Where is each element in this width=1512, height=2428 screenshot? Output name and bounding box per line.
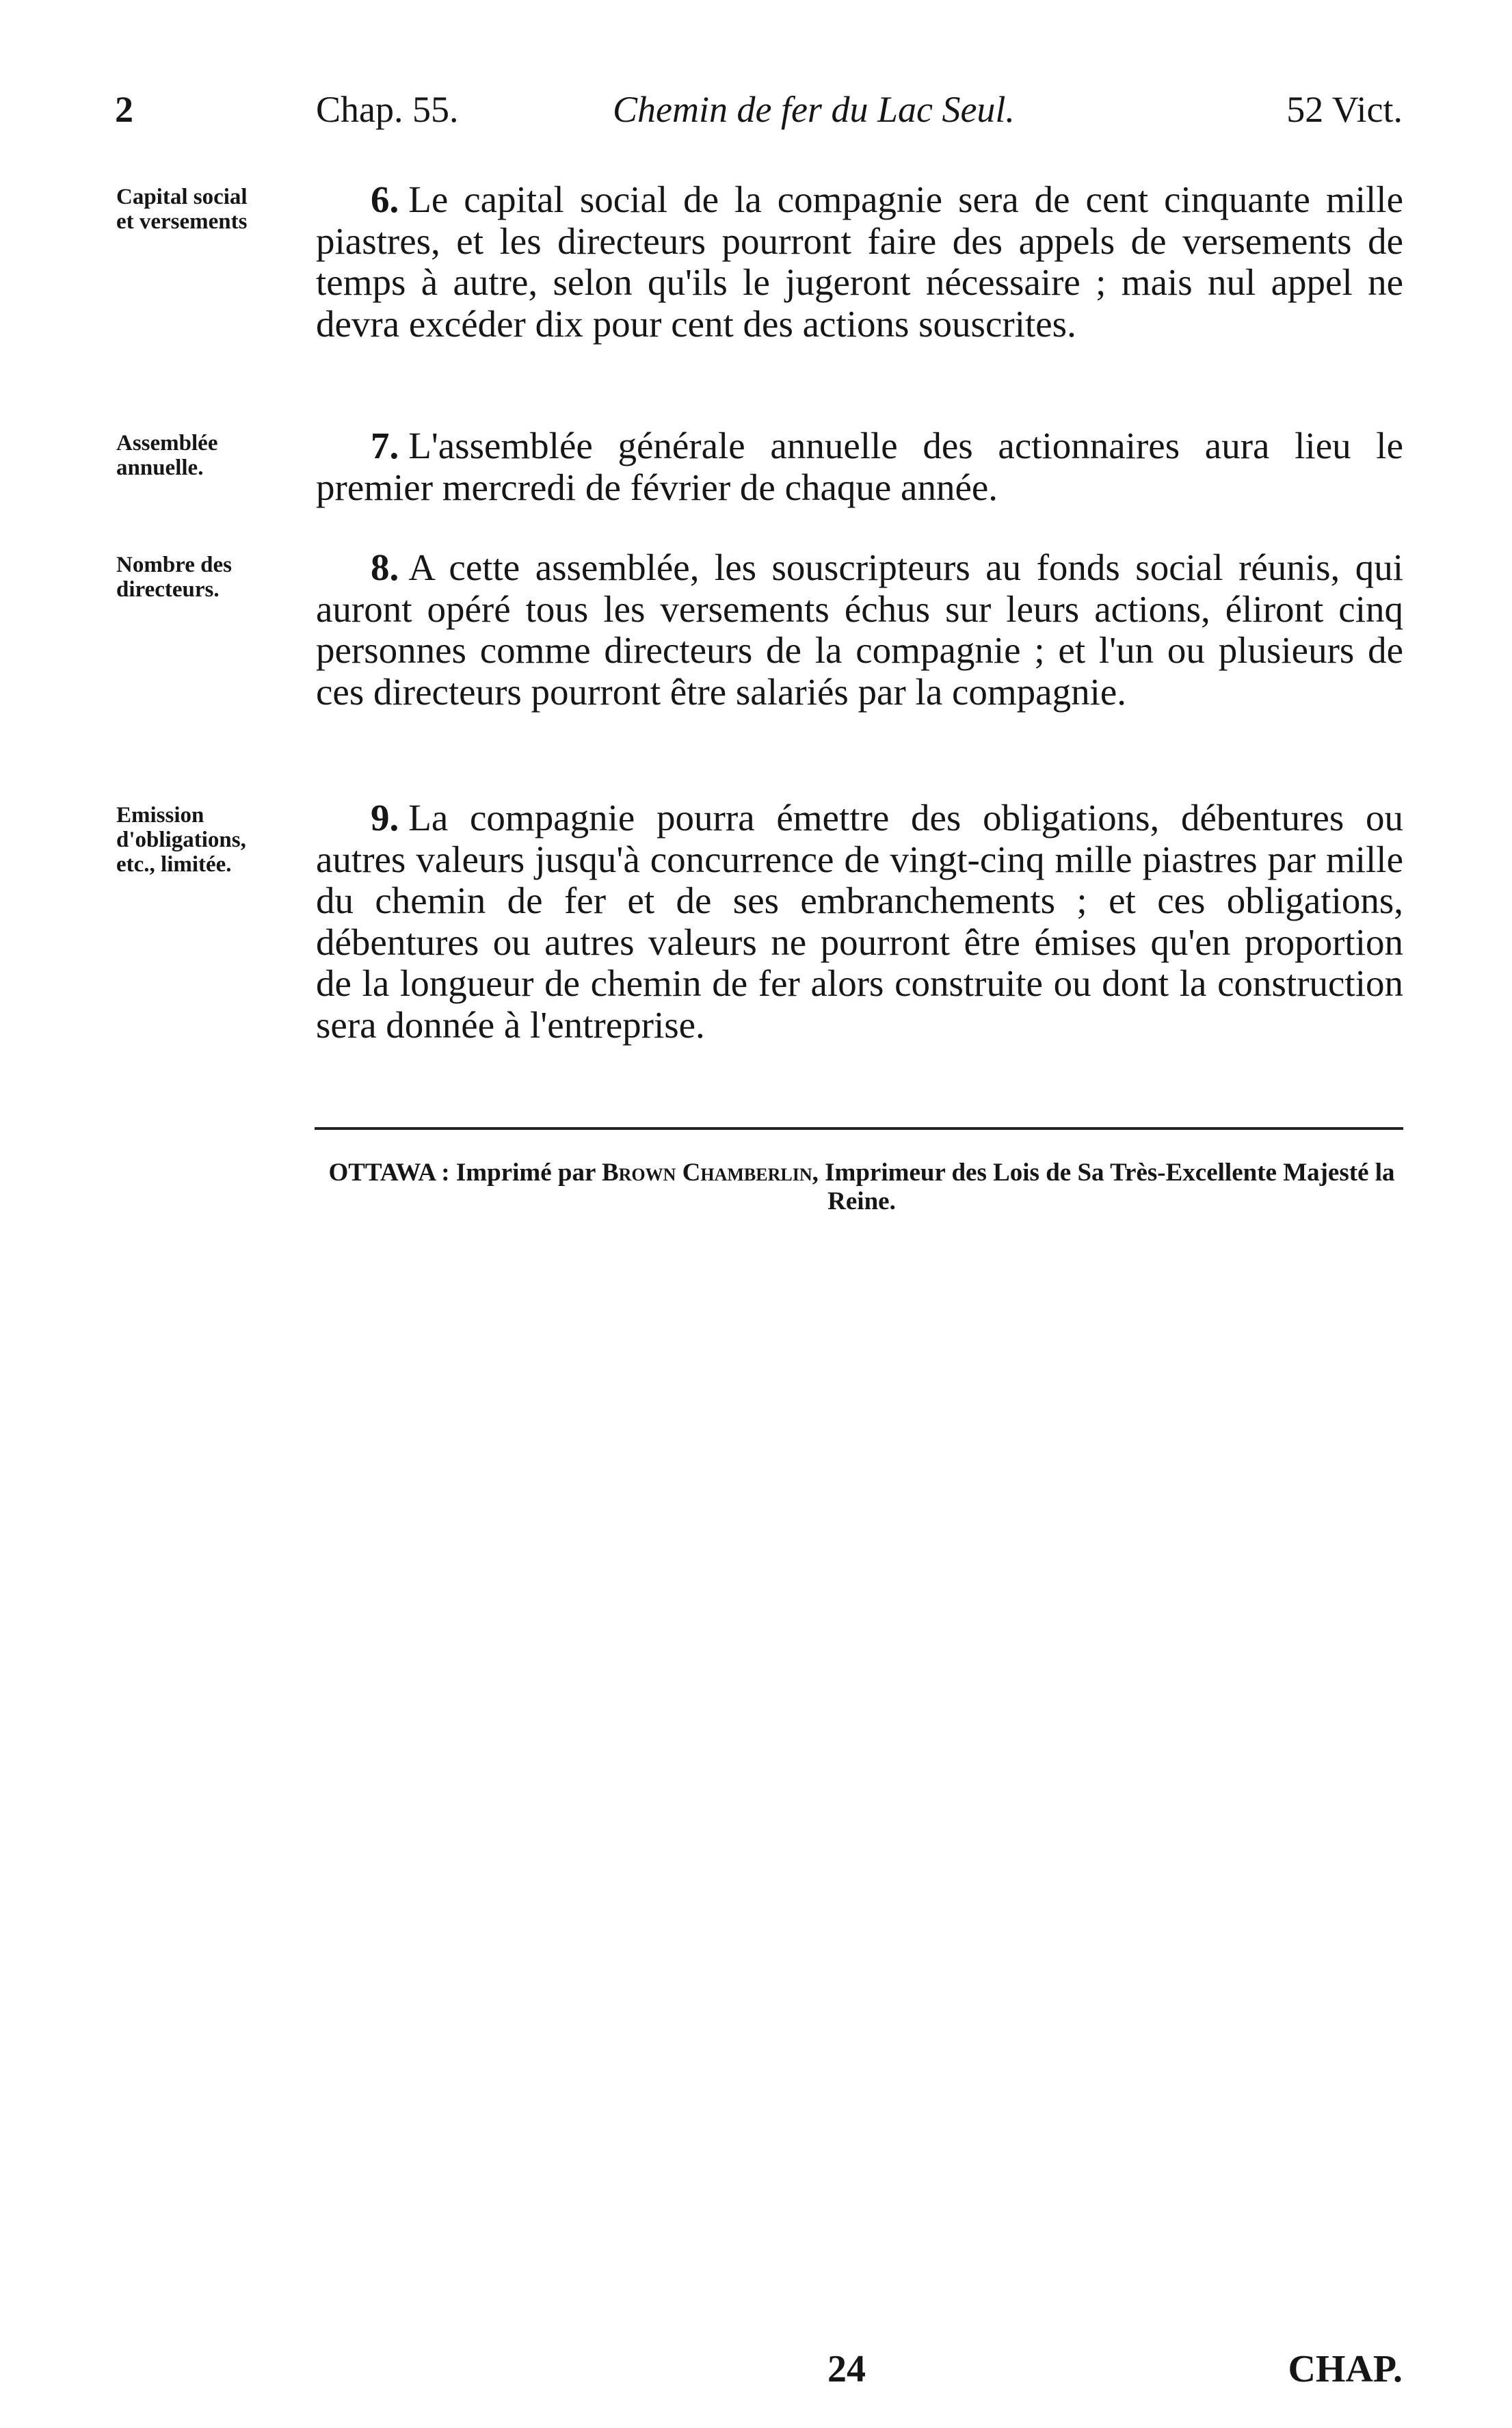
page-number: 2 bbox=[115, 89, 133, 130]
imprint-end: , Imprimeur des Lois de Sa Très-Excellente Majesté la Reine. bbox=[812, 1159, 1395, 1215]
section-number: 9. bbox=[371, 797, 399, 839]
section-body: A cette assemblée, les souscripteurs au fonds social réunis, qui auront opéré tous les versements échus sur leurs actions, éliront cinq personnes comme directeurs de la compagnie ; et l'un ou plusieurs de ces directeurs pourront être salariés par la compagnie. bbox=[316, 546, 1403, 713]
section-text bbox=[316, 547, 1403, 713]
signature-mark: 24 bbox=[827, 2348, 866, 2390]
printer-imprint bbox=[328, 1159, 1395, 1216]
separator-rule bbox=[315, 1127, 1403, 1130]
running-header bbox=[0, 82, 1512, 137]
section-text bbox=[316, 425, 1403, 508]
section-text bbox=[316, 797, 1403, 1046]
regnal-year: 52 Vict. bbox=[1286, 89, 1403, 130]
catchword: CHAP. bbox=[1288, 2348, 1403, 2390]
section-body: L'assemblée générale annuelle des actionnaires aura lieu le premier mercredi de février de chaque année. bbox=[316, 425, 1403, 508]
section-number: 8. bbox=[371, 546, 399, 588]
margin-note: Assemblée annuelle. bbox=[116, 431, 218, 480]
imprint-start: OTTAWA : Imprimé par bbox=[328, 1159, 602, 1187]
margin-note: Capital social et versements bbox=[116, 185, 248, 234]
section-body: La compagnie pourra émettre des obligations, débentures ou autres valeurs jusqu'à concurrence de vingt-cinq mille piastres par mille du chemin de fer et de ses embranchements ; et ces obligations, débentures ou autres valeurs ne pourront être émises qu'en proportion de la longueur de chemin de fer alors construite ou dont la construction sera donnée à l'entreprise. bbox=[316, 797, 1403, 1046]
running-title: Chemin de fer du Lac Seul. bbox=[613, 89, 1015, 130]
margin-note: Nombre des directeurs. bbox=[116, 553, 232, 602]
printer-name: Brown Chamberlin bbox=[601, 1159, 812, 1187]
section-body: Le capital social de la compagnie sera de cent cinquante mille piastres, et les directeurs pourront faire des appels de versements de temps à autre, selon qu'ils le jugeront nécessaire ; mais nul appel ne devra excéder dix pour cent des actions souscrites. bbox=[316, 179, 1403, 345]
section-number: 7. bbox=[371, 425, 399, 466]
section-number: 6. bbox=[371, 179, 399, 220]
margin-note: Emission d'obligations, etc., limitée. bbox=[116, 803, 246, 877]
chapter-label: Chap. 55. bbox=[316, 89, 459, 130]
section-text bbox=[316, 179, 1403, 345]
